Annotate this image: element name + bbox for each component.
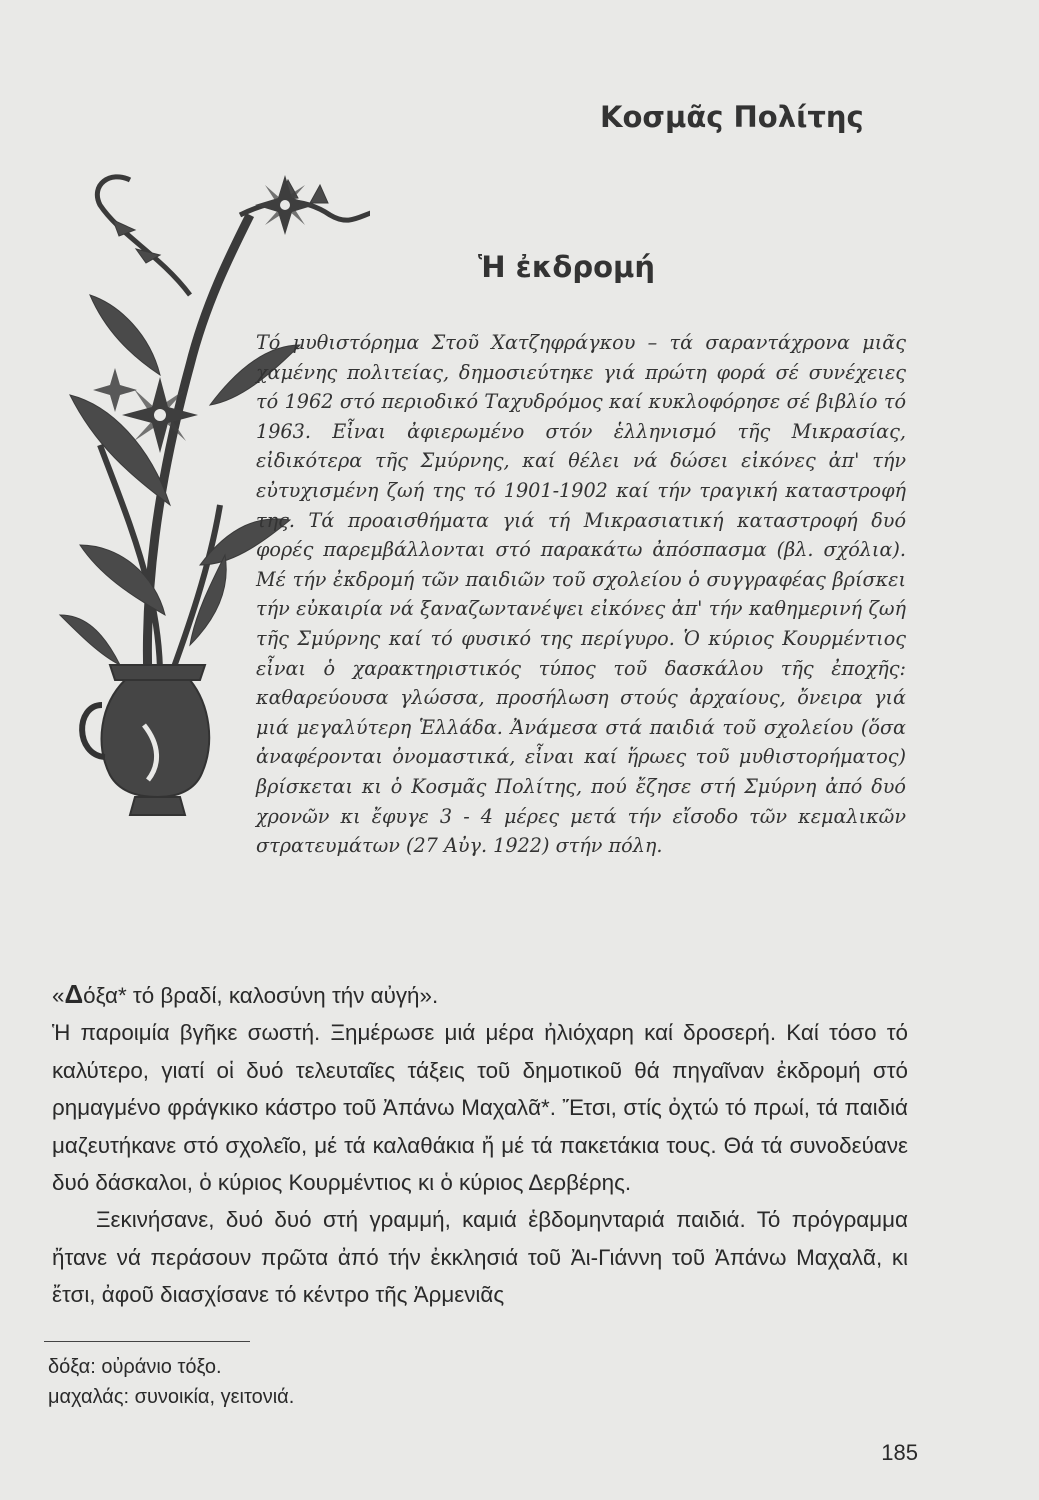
introduction-note <box>256 328 906 861</box>
introduction-paragraph: Τό μυθιστόρημα Στοῦ Χατζηφράγκου – τά σαραντάχρονα μιᾶς χαμένης πολιτείας, δημοσιεύτηκε γιά πρώτη φορά σέ συνέχειες τό 1962 στό περιοδικό Ταχυδρόμος καί κυκλοφόρησε σέ βιβλίο τό 1963. Εἶναι ἀφιερωμένο στόν ἑλληνισμό τῆς Μικρασίας, εἰδικότερα τῆς Σμύρνης, καί θέλει νά δώσει εἰκόνες ἀπ' τήν εὐτυχισμένη ζωή της τό 1901-1902 καί τήν τραγική καταστροφή της. Τά προαισθήματα γιά τή Μικρασιατική καταστροφή δυό φορές παρεμβάλλονται στό παρακάτω ἀπόσπασμα (βλ. σχόλια). Μέ τήν ἐκδρομή τῶν παιδιῶν τοῦ σχολείου ὁ συγγραφέας βρίσκει τήν εὐκαιρία νά ξαναζωντανέψει εἰκόνες ἀπ' τήν καθημερινή ζωή τῆς Σμύρνης καί τό φυσικό της περίγυρο. Ὁ κύριος Κουρμέντιος εἶναι ὁ χαρακτηριστικός τύπος τοῦ δασκάλου τῆς ἐποχῆς: καθαρεύουσα γλώσσα, προσήλωση στούς ἀρχαίους, ὄνειρα γιά μιά μεγαλύτερη Ἑλλάδα. Ἀνάμεσα στά παιδιά τοῦ σχολείου (ὅσα ἀναφέρονται ὀνομαστικά, εἶναι καί ἥρωες τοῦ μυθιστορήματος) βρίσκεται κι ὁ Κοσμᾶς Πολίτης, πού ἔζησε στή Σμύρνη ἀπό δυό χρονῶν κι ἔφυγε 3 - 4 μέρες μετά τήν εἴσοδο τῶν κεμαλικῶν στρατευμάτων (27 Αὐγ. 1922) στήν πόλη. <box>256 331 906 858</box>
quote-first-letter: Δ <box>64 979 84 1009</box>
quote-rest: όξα* τό βραδί, καλοσύνη τήν αὐγή». <box>83 983 439 1008</box>
story-paragraph-1: Ἡ παροιμία βγῆκε σωστή. Ξημέρωσε μιά μέρα ἠλιόχαρη καί δροσερή. Καί τόσο τό καλύτερο, γιατί οἱ δυό τελευταῖες τάξεις τοῦ δημοτικοῦ θά πηγαῖναν ἐκδρομή στό ρημαγμένο φράγκικο κάστρο τοῦ Ἀπάνω Μαχαλᾶ*. Ἔτσι, στίς ὀχτώ τό πρωί, τά παιδιά μαζευτήκανε στό σχολεῖο, μέ τά καλαθάκια ἤ μέ τά πακετάκια τους. Θά τά συνοδεύανε δυό δάσκαλοι, ὁ κύριος Κουρμέντιος κι ὁ κύριος Δερβέρης. <box>52 1020 908 1196</box>
quote-open-mark: « <box>52 983 65 1008</box>
footnote-item: μαχαλάς: συνοικία, γειτονιά. <box>48 1386 295 1408</box>
opening-quote <box>52 976 908 1014</box>
page-number: 185 <box>881 1440 918 1465</box>
footnote-item: δόξα: οὐράνιο τόξο. <box>48 1356 222 1378</box>
author-name: Κοσμᾶς Πολίτης <box>600 100 864 134</box>
chapter-title: Ἡ ἐκδρομή <box>478 250 656 284</box>
footnotes <box>48 1352 548 1412</box>
story-text <box>52 976 908 1314</box>
footnote-divider <box>44 1341 250 1342</box>
story-paragraph-2: Ξεκινήσανε, δυό δυό στή γραμμή, καμιά ἑβδομηνταριά παιδιά. Τό πρόγραμμα ἤτανε νά περάσουν πρῶτα ἀπό τήν ἐκκλησιά τοῦ Ἀι-Γιάννη τοῦ Ἀπάνω Μαχαλᾶ, κι ἔτσι, ἀφοῦ διασχίσανε τό κέντρο τῆς Ἀρμενιᾶς <box>52 1207 908 1308</box>
